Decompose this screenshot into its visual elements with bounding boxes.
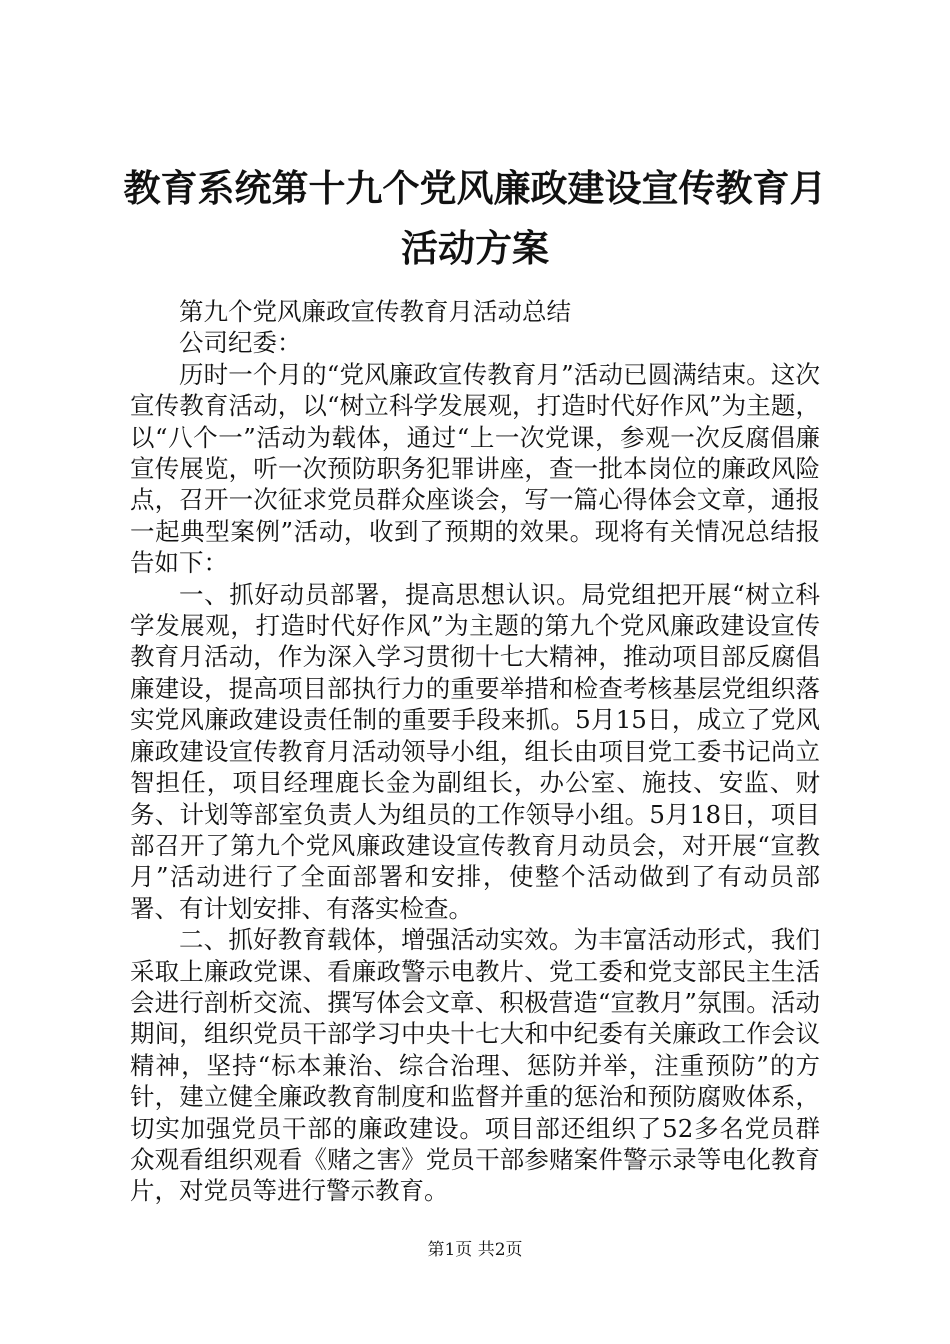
- paragraph-subtitle: 第九个党风廉政宣传教育月活动总结: [179, 297, 571, 326]
- page-number-footer: 第1页 共2页: [427, 1240, 523, 1260]
- paragraph-section-one: 一、抓好动员部署，提高思想认识。局党组把开展“树立科学发展观，打造时代好作风”为主题的第九个党风廉政建设宣传教育月活动，作为深入学习贯彻十七大精神，推动项目部反腐倡廉建设，提高项目部执行力的重要举措和检查考核基层党组织落实党风廉政建设责任制的重要手段来抓。5月15日，成立了党风廉政建设宣传教育月活动领导小组，组长由项目党工委书记尚立智担任，项目经理鹿长金为副组长，办公室、施技、安监、财务、计划等部室负责人为组员的工作领导小组。5月18日，项目部召开了第九个党风廉政建设宣传教育月动员会，对开展“宣教月”活动进行了全面部署和安排，使整个活动做到了有动员部署、有计划安排、有落实检查。: [130, 579, 820, 923]
- document-title: 教育系统第十九个党风廉政建设宣传教育月活动方案: [123, 166, 827, 270]
- paragraph-section-two: 二、抓好教育载体，增强活动实效。为丰富活动形式，我们采取上廉政党课、看廉政警示电教片、党工委和党支部民主生活会进行剖析交流、撰写体会文章、积极营造“宣教月”氛围。活动期间，组织党员干部学习中央十七大和中纪委有关廉政工作会议精神，坚持“标本兼治、综合治理、惩防并举，注重预防”的方针，建立健全廉政教育制度和监督并重的惩治和预防腐败体系，切实加强党员干部的廉政建设。项目部还组织了52多名党员群众观看组织观看《赌之害》党员干部参赌案件警示录等电化教育片，对党员等进行警示教育。: [130, 925, 820, 1206]
- paragraph-addressee: 公司纪委：: [179, 328, 302, 358]
- document-body: [130, 296, 820, 1207]
- paragraph-intro: 历时一个月的“党风廉政宣传教育月”活动已圆满结束。这次宣传教育活动，以“树立科学发展观，打造时代好作风”为主题，以“八个一”活动为载体，通过“上一次党课，参观一次反腐倡廉宣传展览，听一次预防职务犯罪讲座，查一批本岗位的廉政风险点，召开一次征求党员群众座谈会，写一篇心得体会文章，通报一起典型案例”活动，收到了预期的效果。现将有关情况总结报告如下：: [130, 359, 820, 578]
